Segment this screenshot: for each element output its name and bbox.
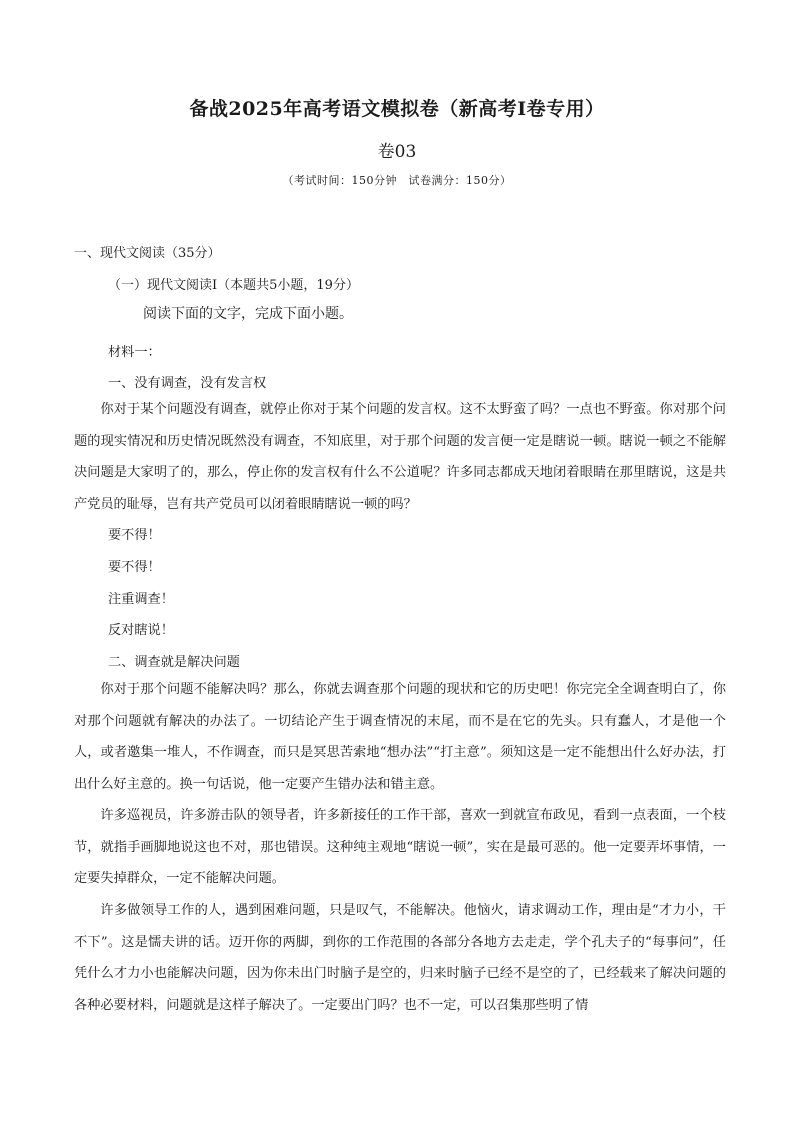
part2-paragraph-3: 许多做领导工作的人，遇到困难问题，只是叹气，不能解决。他恼火，请求调动工作，理由是“才力小，干不下”。这是懦夫讲的话。迈开你的两脚，到你的工作范围的各部分各地方去走走，学个孔夫子的“每事问”，任凭什么才力小也能解决问题，因为你未出门时脑子是空的，归来时脑子已经不是空的了，已经载来了解决问题的各种必要材料，问题就是这样子解决了。一定要出门吗？也不一定，可以召集那些明了情: [74, 903, 726, 1013]
exam-volume: 卷03: [377, 142, 417, 162]
exam-title: 备战2025年高考语文模拟卷（新高考Ⅰ卷专用）: [189, 98, 605, 120]
part1-paragraph: 你对于某个问题没有调查，就停止你对于某个问题的发言权。这不太野蛮了吗？一点也不野蛮。你对那个问题的现实情况和历史情况既然没有调查，不知底里，对于那个问题的发言便一定是瞎说一顿。瞎说一顿之不能解决问题是大家明了的，那么，停止你的发言权有什么不公道呢？许多同志都成天地闭着眼睛在那里瞎说，这是共产党员的耻辱，岂有共产党员可以闭着眼睛瞎说一顿的吗？: [74, 402, 726, 512]
sub-section-heading: （一）现代文阅读Ⅰ（本题共5小题，19分）: [108, 278, 359, 293]
material-label: 材料一：: [108, 345, 161, 360]
section-heading: 一、现代文阅读（35分）: [74, 246, 221, 261]
slogan-3: 注重调查！: [108, 592, 174, 607]
part2-paragraph-2: 许多巡视员，许多游击队的领导者，许多新接任的工作干部，喜欢一到就宣布政见，看到一点表面，一个枝节，就指手画脚地说这也不对，那也错误。这种纯主观地“瞎说一顿”，实在是最可恶的。他一定要弄坏事情，一定要失掉群众，一定不能解决问题。: [74, 808, 726, 886]
part2-heading: 二、调查就是解决问题: [108, 655, 240, 670]
part2-paragraph-1: 你对于那个问题不能解决吗？那么，你就去调查那个问题的现状和它的历史吧！你完完全全调查明白了，你对那个问题就有解决的办法了。一切结论产生于调查情况的末尾，而不是在它的先头。只有蠢人，才是他一个人，或者邀集一堆人，不作调查，而只是冥思苦索地“想办法”“打主意”。须知这是一定不能想出什么好办法，打出什么好主意的。换一句话说，他一定要产生错办法和错主意。: [74, 682, 726, 792]
slogan-2: 要不得！: [108, 560, 161, 575]
part1-heading: 一、没有调查，没有发言权: [108, 376, 267, 391]
slogan-1: 要不得！: [108, 528, 161, 543]
exam-info: （考试时间：150分钟 试卷满分：150分）: [282, 174, 512, 187]
instruction-text: 阅读下面的文字，完成下面小题。: [143, 306, 353, 322]
slogan-4: 反对瞎说！: [108, 623, 174, 638]
